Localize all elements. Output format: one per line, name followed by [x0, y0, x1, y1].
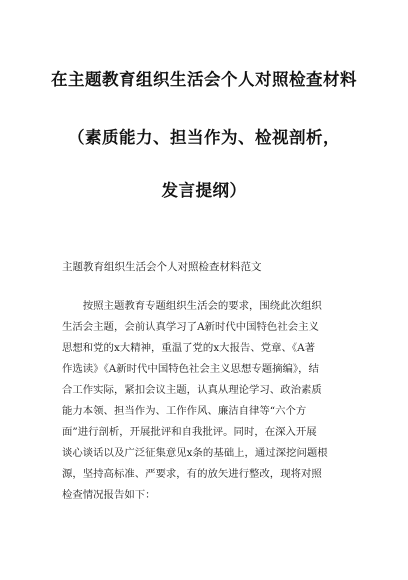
- body-line: 能力本领、担当作为、工作作风、廉洁自律等“六个方: [62, 405, 307, 417]
- body-line: 源，坚持高标准、严要求，有的放矢进行整改，现将对照: [62, 468, 322, 480]
- body-line: 面”进行剖析，开展批评和自我批评。同时，在深入开展: [62, 426, 317, 438]
- body-line: 检查情况报告如下：: [62, 489, 156, 501]
- body-line: 合工作实际，紧扣会议主题，认真从理论学习、政治素质: [62, 384, 322, 396]
- body-line: 谈心谈话以及广泛征集意见x条的基础上，通过深挖问题根: [62, 447, 328, 459]
- document-title-line-3: 发言提纲）: [161, 181, 247, 200]
- document-subheading: 主题教育组织生活会个人对照检查材料范文: [62, 261, 262, 273]
- document-title-line-2: （素质能力、担当作为、检视剖析，: [68, 128, 340, 147]
- body-line: 生活会主题，会前认真学习了A新时代中国特色社会主义: [62, 321, 319, 333]
- body-line: 按照主题教育专题组织生活会的要求，围绕此次组织: [62, 300, 322, 312]
- body-line: 思想和党的x大精神，重温了党的x大报告、党章、《A著: [62, 342, 316, 354]
- document-title-line-1: 在主题教育组织生活会个人对照检查材料: [51, 70, 357, 89]
- body-line: 作选读》《A新时代中国特色社会主义思想专题摘编》，结: [62, 363, 319, 375]
